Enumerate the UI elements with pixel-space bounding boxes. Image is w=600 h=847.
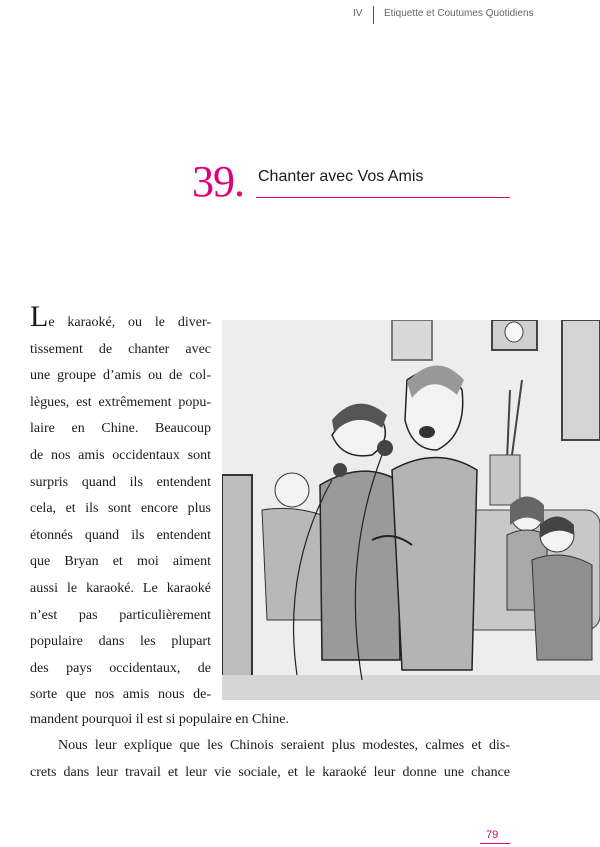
body-line: mandent pourquoi il est si populaire en Chine. xyxy=(30,712,289,727)
body-line: une groupe d’amis ou de col- xyxy=(30,368,211,384)
header-separator xyxy=(373,6,374,24)
body-paragraph-1 xyxy=(30,300,211,709)
body-line: des pays occidentaux, de xyxy=(30,660,211,676)
body-full-line xyxy=(30,707,320,734)
body-line: surpris quand ils entendent xyxy=(30,474,211,490)
page-number: 79 xyxy=(486,829,499,841)
chapter-number: 39. xyxy=(192,157,244,206)
karaoke-scene-image xyxy=(222,320,600,700)
body-line: aussi le karaoké. Le karaoké xyxy=(30,580,211,596)
body-line: sorte que nos amis nous de- xyxy=(30,687,211,703)
body-line: Nous leur explique que les Chinois seraient plus modestes, calmes et dis- xyxy=(58,738,510,753)
body-line: tissement de chanter avec xyxy=(30,341,211,357)
body-line: étonnés quand ils entendent xyxy=(30,527,211,543)
running-header xyxy=(340,8,590,24)
body-line: populaire dans les plupart xyxy=(30,634,211,650)
body-line: lègues, est extrêmement popu- xyxy=(30,394,211,410)
body-line: crets dans leur travail et leur vie sociale, et le karaoké leur donne une chance xyxy=(30,764,510,780)
drop-cap: L xyxy=(30,300,49,333)
body-line: de nos amis occidentaux sont xyxy=(30,447,211,463)
chapter-title: Chanter avec Vos Amis xyxy=(258,168,424,185)
section-title: Etiquette et Coutumes Quotidiens xyxy=(384,8,534,19)
chapter-title-rule xyxy=(256,197,510,198)
body-line: Le karaoké, ou le diver- xyxy=(30,300,211,333)
body-line: que Bryan et moi aiment xyxy=(30,554,211,570)
page-number-rule xyxy=(480,843,510,844)
karaoke-illustration xyxy=(222,320,600,700)
body-line: laire en Chine. Beaucoup xyxy=(30,421,211,437)
body-line: n’est pas particulièrement xyxy=(30,607,211,623)
body-paragraph-2 xyxy=(30,733,510,786)
part-number: IV xyxy=(353,8,363,19)
body-line: cela, et ils sont encore plus xyxy=(30,501,211,517)
